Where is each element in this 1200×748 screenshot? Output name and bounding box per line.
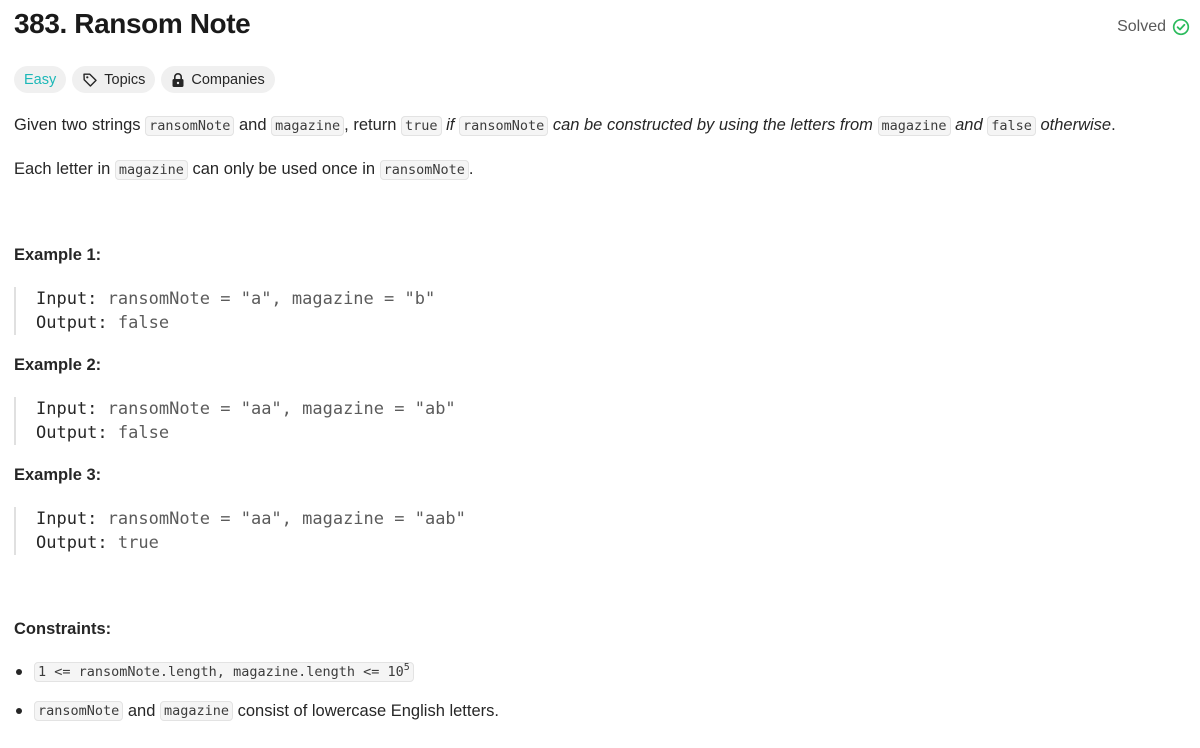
output-label: Output: <box>36 313 108 333</box>
desc-text: . <box>1111 116 1116 134</box>
desc-text: and <box>234 116 272 134</box>
desc-emphasis: otherwise <box>1035 116 1112 134</box>
inline-code: magazine <box>878 116 951 136</box>
input-label: Input: <box>36 399 98 419</box>
example-2-title: Example 2: <box>14 356 102 374</box>
solved-status <box>1117 18 1190 36</box>
example-3-input-line <box>36 507 466 531</box>
constraint-code-text: 1 <= ransomNote.length, magazine.length <= 10 <box>38 664 404 680</box>
desc-emphasis: if <box>441 116 459 134</box>
inline-code: ransomNote <box>380 160 469 180</box>
desc-text: can only be used once in <box>187 160 380 178</box>
solved-label: Solved <box>1117 18 1166 35</box>
inline-code: magazine <box>271 116 344 136</box>
example-3-output-line <box>36 531 466 555</box>
desc-emphasis: can be constructed by using the letters from <box>548 116 878 134</box>
constraint-item <box>14 701 499 721</box>
input-value: ransomNote = "aa", magazine = "ab" <box>107 399 456 419</box>
topics-label: Topics <box>104 71 146 88</box>
desc-text: . <box>468 160 474 178</box>
output-value: true <box>117 533 159 553</box>
example-2-output-line <box>36 421 456 445</box>
description-paragraph-1 <box>14 113 1116 138</box>
example-1-title: Example 1: <box>14 246 102 264</box>
inline-code: ransomNote <box>459 116 548 136</box>
difficulty-badge <box>14 66 66 93</box>
example-2-input-line <box>36 397 456 421</box>
companies-button[interactable] <box>161 66 274 93</box>
constraint-text: and <box>123 701 160 720</box>
inline-code: magazine <box>115 160 188 180</box>
constraint-text: consist of lowercase English letters. <box>233 701 499 720</box>
inline-code: false <box>987 116 1036 136</box>
desc-text: , return <box>344 116 402 134</box>
bullet-dot <box>16 708 22 714</box>
inline-code: true <box>401 116 442 136</box>
desc-text: Given two strings <box>14 116 146 134</box>
check-circle-icon <box>1172 18 1190 36</box>
input-value: ransomNote = "aa", magazine = "aab" <box>107 509 466 529</box>
example-1-input-line <box>36 287 435 311</box>
input-label: Input: <box>36 509 98 529</box>
constraint-exponent: 5 <box>403 662 410 673</box>
tag-row <box>14 66 275 93</box>
inline-code: ransomNote <box>145 116 234 136</box>
output-label: Output: <box>36 423 108 443</box>
desc-emphasis: and <box>950 116 988 134</box>
example-1-output-line <box>36 311 435 335</box>
example-1-block <box>14 287 435 335</box>
output-label: Output: <box>36 533 108 553</box>
input-label: Input: <box>36 289 98 309</box>
difficulty-label: Easy <box>24 71 57 88</box>
bullet-dot <box>16 669 22 675</box>
constraint-item <box>14 662 414 682</box>
companies-label: Companies <box>191 71 265 88</box>
constraints-title: Constraints: <box>14 620 112 638</box>
constraint-code <box>34 662 414 682</box>
input-value: ransomNote = "a", magazine = "b" <box>107 289 436 309</box>
description-paragraph-2 <box>14 157 474 182</box>
example-3-title: Example 3: <box>14 466 102 484</box>
problem-title: 383. Ransom Note <box>14 8 251 39</box>
inline-code: ransomNote <box>34 701 123 721</box>
desc-text: Each letter in <box>14 160 115 178</box>
example-2-block <box>14 397 456 445</box>
output-value: false <box>117 423 170 443</box>
example-3-block <box>14 507 466 555</box>
inline-code: magazine <box>160 701 233 721</box>
topics-button[interactable] <box>72 66 155 93</box>
lock-icon <box>171 72 185 88</box>
tag-icon <box>82 72 98 88</box>
output-value: false <box>117 313 170 333</box>
